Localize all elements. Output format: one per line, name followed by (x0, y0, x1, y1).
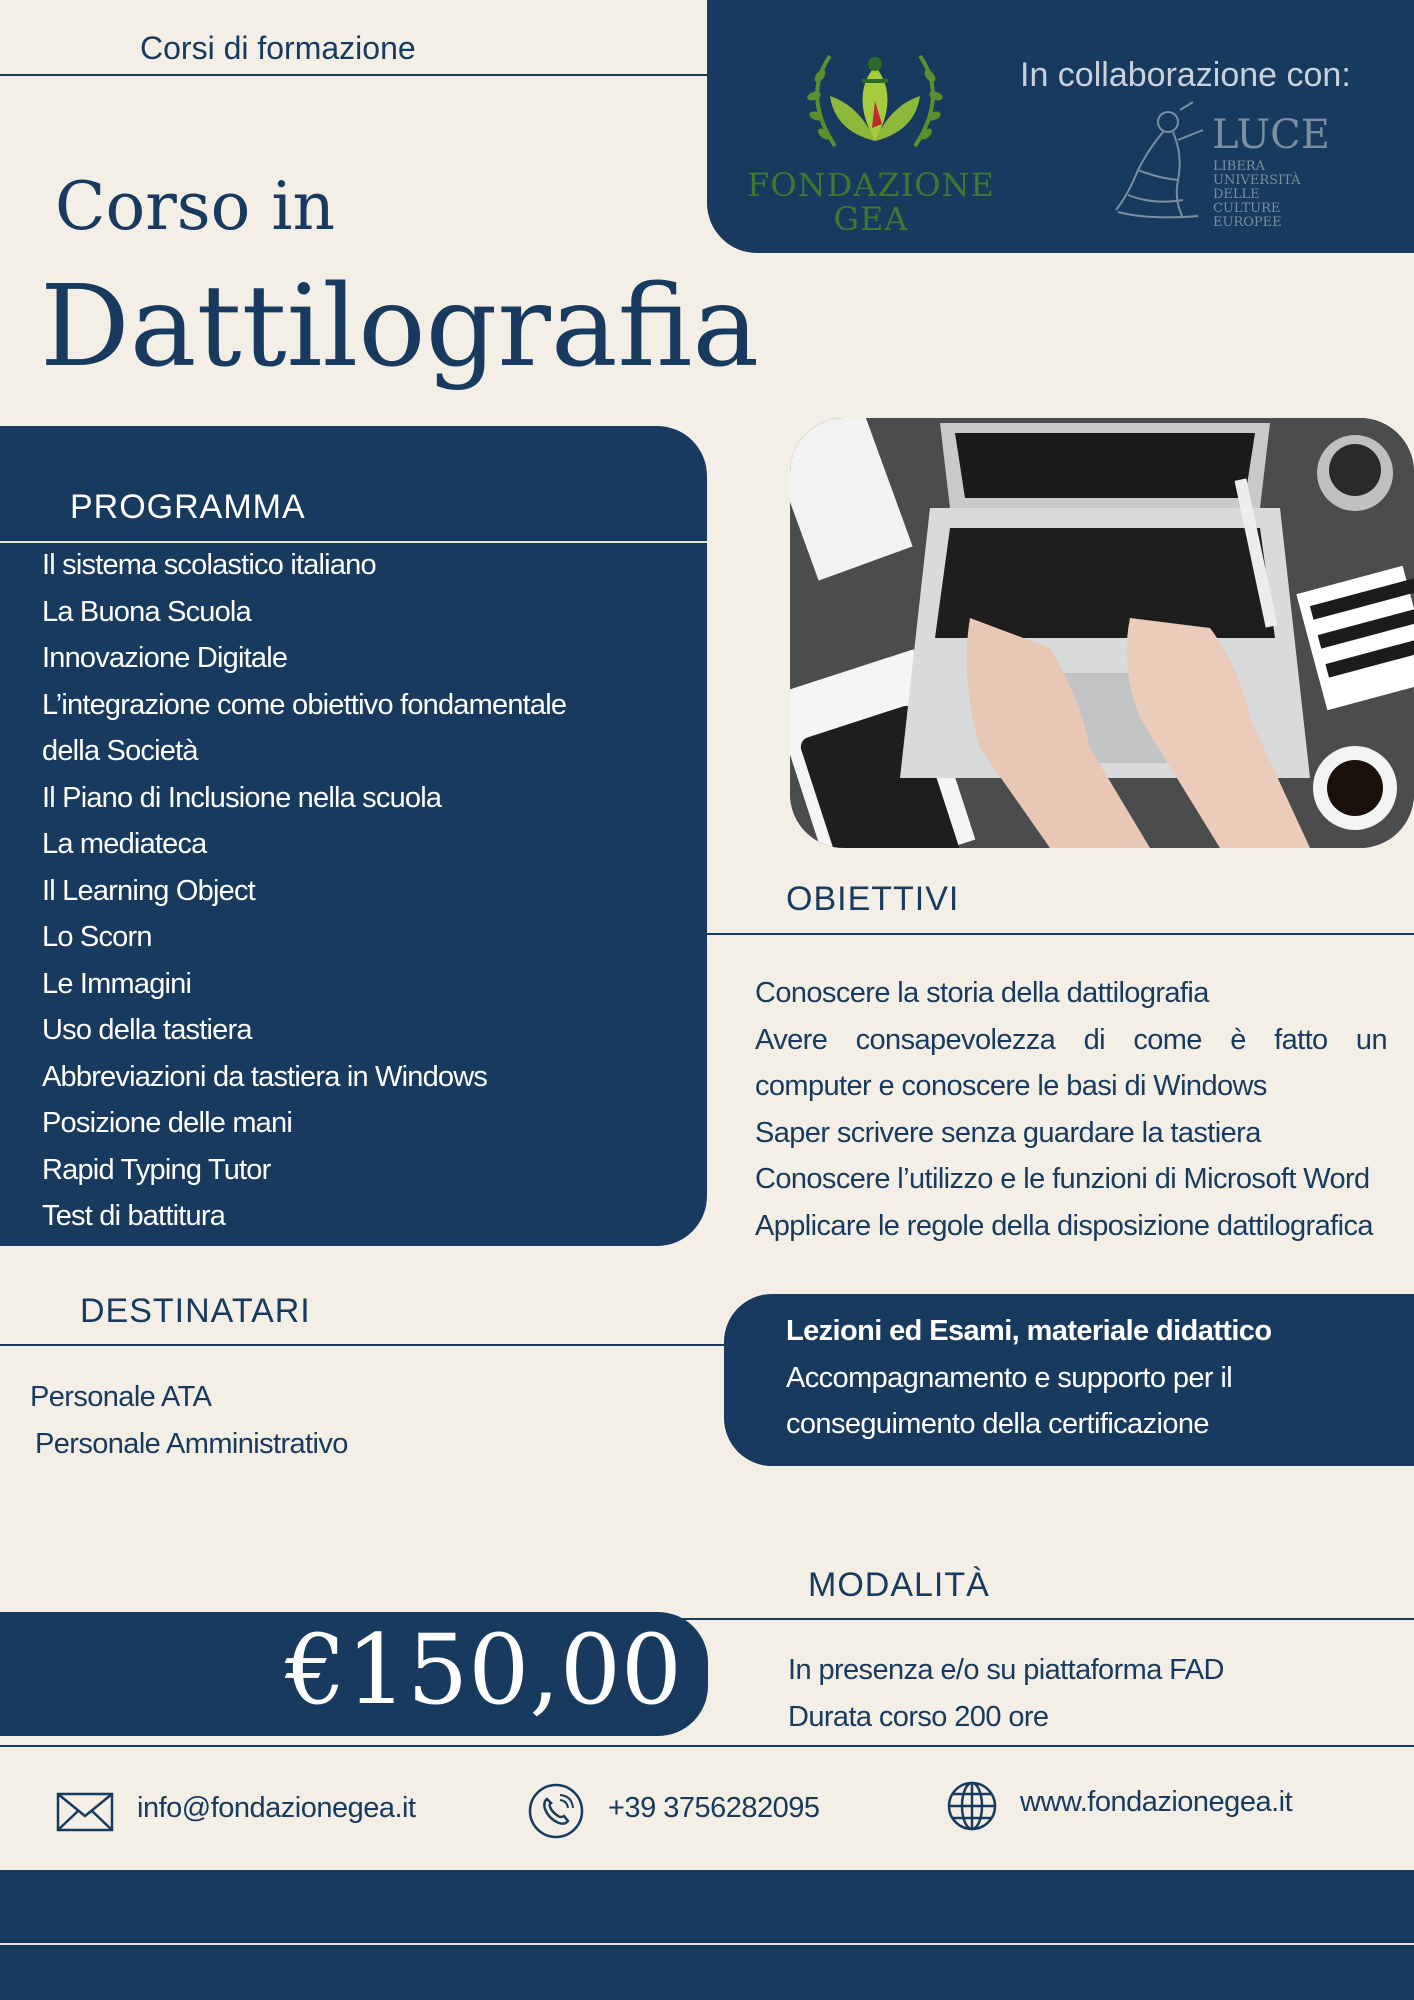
list-item: della Società (42, 735, 198, 767)
list-item: Uso della tastiera (42, 1014, 252, 1046)
list-item: Il Learning Object (42, 874, 255, 907)
list-item: La mediateca (42, 828, 207, 860)
modalita-title: MODALITÀ (808, 1566, 990, 1604)
list-item: Avere consapevolezza di come è fatto un (755, 1023, 1387, 1056)
footer-divider (0, 1943, 1414, 1945)
list-item: La Buona Scuola (42, 595, 251, 628)
lezioni-heading: Lezioni ed Esami, materiale didattico (786, 1315, 1272, 1347)
modalita-text (788, 1647, 1224, 1740)
list-item: Conoscere l’utilizzo e le funzioni di Microsoft Word (755, 1163, 1370, 1195)
course-price: €150,00 (285, 1614, 682, 1726)
list-item: Innovazione Digitale (42, 642, 288, 674)
obiettivi-title: OBIETTIVI (786, 880, 960, 918)
list-item: Rapid Typing Tutor (42, 1153, 271, 1186)
collaboration-label: In collaborazione con: (1020, 56, 1351, 94)
phone-link[interactable]: +39 3756282095 (608, 1792, 820, 1824)
header-label: Corsi di formazione (140, 30, 416, 66)
obiettivi-divider (707, 933, 1414, 935)
contacts-divider (0, 1745, 1414, 1747)
destinatari-title: DESTINATARI (80, 1292, 311, 1330)
list-item: Personale Amministrativo (35, 1427, 348, 1460)
email-link[interactable]: info@fondazionegea.it (137, 1792, 416, 1824)
list-item: Posizione delle mani (42, 1107, 292, 1139)
programma-title: PROGRAMMA (70, 488, 306, 526)
luce-name: LUCE (1212, 112, 1330, 158)
globe-icon (946, 1780, 998, 1832)
laptop-typing-photo (790, 418, 1414, 848)
programma-list (42, 542, 566, 1240)
envelope-icon (56, 1792, 114, 1832)
destinatari-list (30, 1374, 348, 1467)
list-item: Test di battitura (42, 1200, 226, 1232)
luce-seal-figure (1108, 100, 1208, 224)
course-title: Dattilografia (40, 262, 760, 392)
obiettivi-list (755, 970, 1387, 1249)
lezioni-text (786, 1308, 1271, 1448)
lezioni-line: conseguimento della certificazione (786, 1408, 1209, 1440)
fondazione-gea-name: FONDAZIONE GEA (747, 166, 995, 238)
list-item: Abbreviazioni da tastiera in Windows (42, 1060, 488, 1093)
list-item: Personale ATA (30, 1381, 212, 1413)
list-item: Il Piano di Inclusione nella scuola (42, 781, 442, 814)
header-divider (0, 74, 707, 76)
list-item: Le Immagini (42, 967, 192, 1000)
list-item: computer e conoscere le basi di Windows (755, 1070, 1267, 1102)
list-item: Il sistema scolastico italiano (42, 549, 376, 581)
modalita-line: Durata corso 200 ore (788, 1700, 1049, 1733)
phone-icon (527, 1782, 585, 1840)
fondazione-gea-logo (790, 36, 960, 166)
list-item: L’integrazione come obiettivo fondamentale (42, 688, 567, 721)
modalita-divider (680, 1618, 1414, 1620)
list-item: Saper scrivere senza guardare la tastiera (755, 1116, 1261, 1149)
list-item: Lo Scorn (42, 921, 152, 953)
luce-subtitle: LIBERA UNIVERSITÀ DELLE CULTURE EUROPEE (1213, 159, 1301, 230)
course-title-prefix: Corso in (55, 168, 335, 245)
modalita-line: In presenza e/o su piattaforma FAD (788, 1654, 1224, 1686)
list-item: Conoscere la storia della dattilografia (755, 977, 1209, 1009)
lezioni-line: Accompagnamento e supporto per il (786, 1361, 1233, 1394)
destinatari-divider (0, 1344, 724, 1346)
footer-band (0, 1870, 1414, 2000)
list-item: Applicare le regole della disposizione dattilografica (755, 1209, 1373, 1242)
website-link[interactable]: www.fondazionegea.it (1020, 1786, 1293, 1818)
